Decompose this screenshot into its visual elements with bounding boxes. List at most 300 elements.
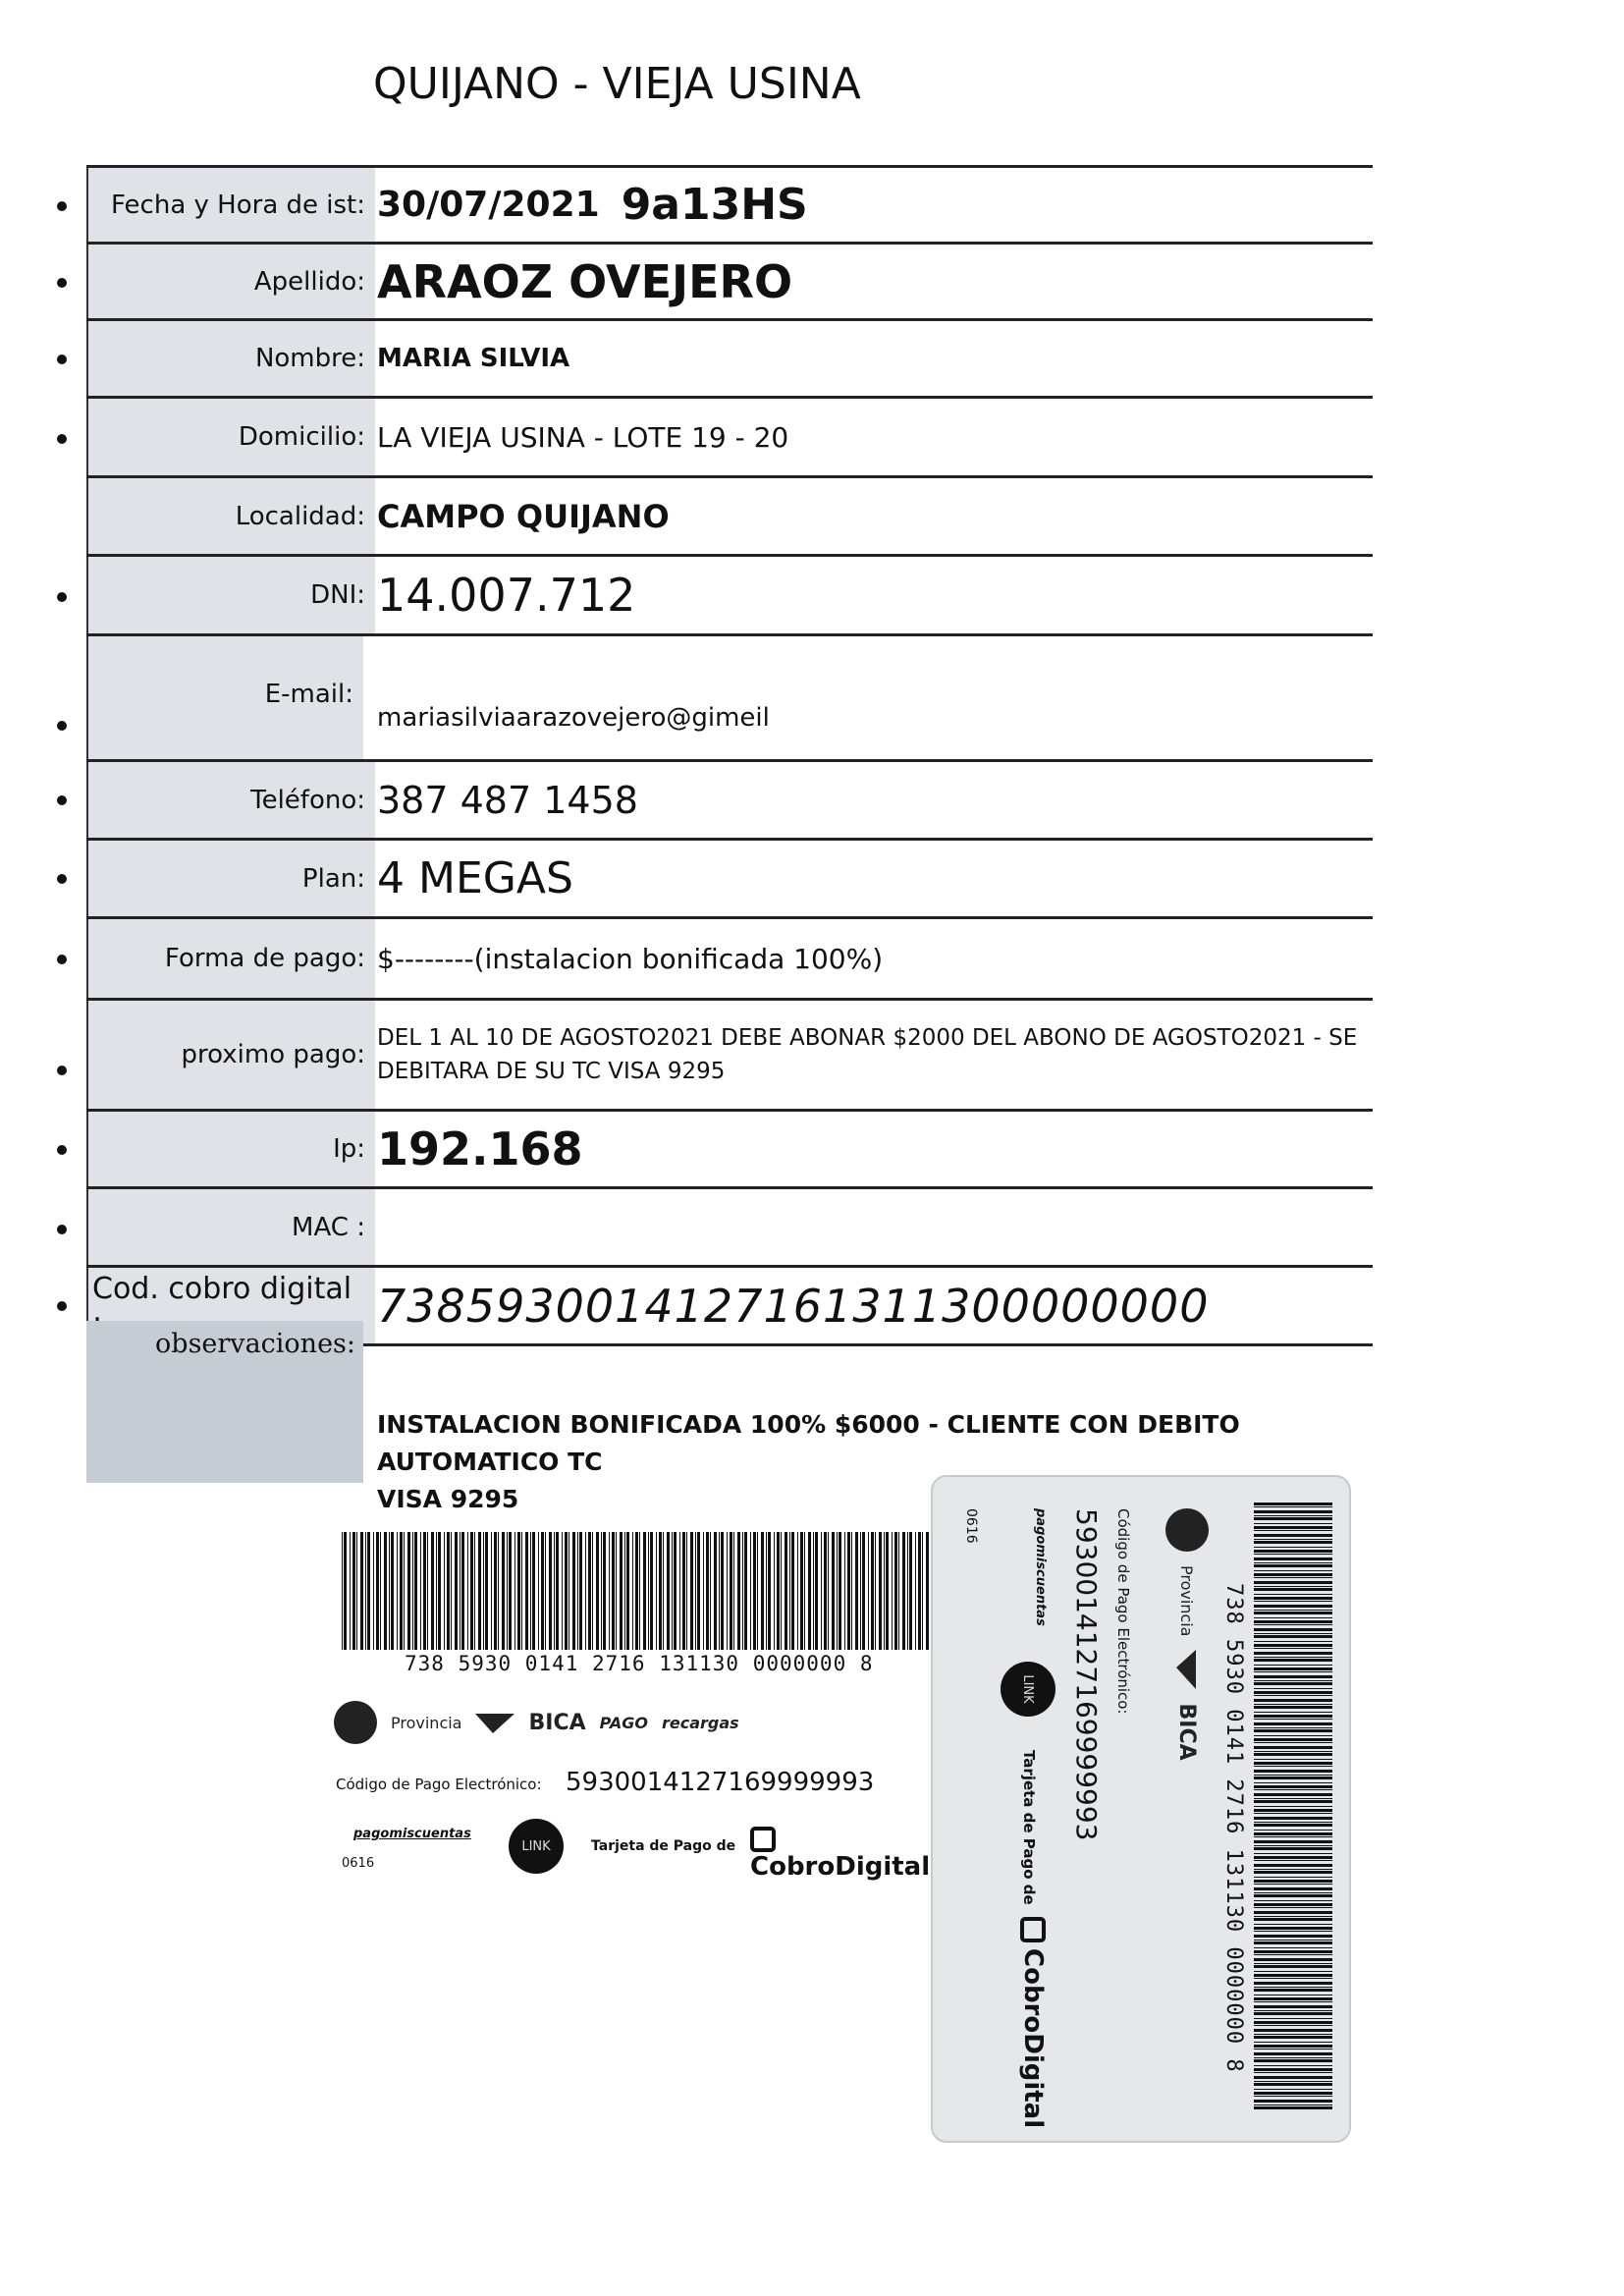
barcode-bar <box>902 1532 905 1650</box>
barcode-bar <box>721 1532 724 1650</box>
label-email: E-mail: <box>86 636 363 759</box>
barcode-bar <box>404 1532 405 1650</box>
barcode-bar <box>727 1532 728 1650</box>
barcode-bar <box>1254 1706 1332 1709</box>
observaciones-line1: INSTALACION BONIFICADA 100% $6000 - CLIENTE CON DEBITO AUTOMATICO TC <box>377 1410 1240 1476</box>
barcode-bar <box>389 1532 390 1650</box>
barcode-bar <box>667 1532 670 1650</box>
barcode-bar <box>791 1532 794 1650</box>
barcode-bar <box>690 1532 693 1650</box>
value-plan: 4 MEGAS <box>377 853 573 903</box>
barcode-bar <box>1254 1530 1332 1531</box>
barcode-bar <box>626 1532 629 1650</box>
barcode-bar <box>1254 1648 1332 1649</box>
barcode-bar <box>1254 2018 1332 2019</box>
registration-form <box>86 165 1373 1346</box>
barcode-bar <box>545 1532 546 1650</box>
barcode-bar <box>697 1532 700 1650</box>
barcode-bar <box>1254 1605 1332 1608</box>
barcode-bar <box>1254 1610 1332 1611</box>
barcode-bar <box>1254 1832 1332 1835</box>
barcode-bar <box>886 1532 889 1650</box>
barcode-bar <box>509 1532 512 1650</box>
arrow-logo-icon <box>475 1712 514 1733</box>
bullet-icon <box>57 955 67 964</box>
row-ip <box>86 1109 1373 1186</box>
barcode-bar <box>517 1532 520 1650</box>
barcode-bar <box>1254 1806 1332 1807</box>
barcode-bar <box>860 1532 861 1650</box>
barcode-bar <box>1254 1916 1332 1917</box>
barcode-bar <box>1254 1884 1332 1885</box>
barcode-bar <box>682 1532 685 1650</box>
barcode-bar <box>1254 1682 1332 1685</box>
barcode-bar <box>1254 1612 1332 1614</box>
barcode-bar <box>572 1532 575 1650</box>
card-codigo-label: Código de Pago Electrónico: <box>1114 1508 1132 1715</box>
barcode-bar <box>620 1532 623 1650</box>
barcode-bar <box>612 1532 615 1650</box>
value-localidad: CAMPO QUIJANO <box>377 497 670 535</box>
barcode-bar <box>1254 1785 1332 1788</box>
barcode-bar <box>579 1532 582 1650</box>
barcode-bar <box>1254 1817 1332 1820</box>
label-plan: Plan: <box>86 841 375 916</box>
barcode-bar <box>922 1532 923 1650</box>
card-codigo-value: 5930014127169999993 <box>1070 1508 1103 1841</box>
barcode-bar <box>423 1532 426 1650</box>
barcode-bar <box>862 1532 865 1650</box>
barcode-bar <box>521 1532 522 1650</box>
barcode-bar <box>828 1532 829 1650</box>
barcode-bar <box>554 1532 555 1650</box>
payment-coupon <box>334 1532 943 1886</box>
row-forma-pago <box>86 916 1373 998</box>
value-fecha <box>377 168 1373 242</box>
barcode-bar <box>384 1532 387 1650</box>
barcode-bar <box>376 1532 379 1650</box>
barcode-bar <box>1254 1506 1332 1507</box>
barcode-bar <box>1254 1641 1332 1642</box>
barcode-bar <box>1254 2100 1332 2103</box>
row-localidad <box>86 475 1373 554</box>
barcode-bar <box>483 1532 484 1650</box>
barcode-bar <box>447 1532 450 1650</box>
bullet-icon <box>57 721 67 731</box>
barcode-bar <box>907 1532 908 1650</box>
barcode-bar <box>789 1532 790 1650</box>
barcode-bar <box>1254 2025 1332 2026</box>
value-dni: 14.007.712 <box>377 569 636 622</box>
barcode-bar <box>892 1532 893 1650</box>
barcode-bar <box>1254 1813 1332 1814</box>
barcode-bar <box>1254 1722 1332 1725</box>
barcode-bar <box>397 1532 398 1650</box>
barcode-bar <box>498 1532 499 1650</box>
barcode-bar <box>1254 1762 1332 1765</box>
barcode-bar <box>1254 2083 1332 2086</box>
barcode-bar <box>577 1532 578 1650</box>
barcode-bar <box>1254 1845 1332 1846</box>
barcode-bar <box>733 1532 734 1650</box>
barcode-bar <box>1254 1840 1332 1843</box>
barcode-bar <box>532 1532 535 1650</box>
barcode-bar <box>356 1532 357 1650</box>
barcode-bar <box>1254 1735 1332 1736</box>
card-cobrodigital-icon <box>1020 1917 1046 1942</box>
barcode-bar <box>1254 1809 1332 1812</box>
bica-logo-text: BICA <box>528 1710 586 1735</box>
card-serial: 0616 <box>963 1508 979 1544</box>
barcode-bar <box>1254 1877 1332 1878</box>
card-provincia-logo-text: Provincia <box>1177 1565 1197 1637</box>
barcode-bar <box>1254 1727 1332 1728</box>
row-domicilio <box>86 396 1373 475</box>
barcode-bar <box>1254 2005 1332 2008</box>
barcode-bar <box>1254 1617 1332 1618</box>
barcode-bar <box>1254 2001 1332 2002</box>
barcode-bar <box>1254 2045 1332 2048</box>
barcode-bar <box>474 1532 475 1650</box>
barcode-bar <box>1254 1800 1332 1803</box>
barcode-bar <box>1254 1927 1332 1930</box>
barcode-bar <box>777 1532 780 1650</box>
barcode-bar <box>380 1532 381 1650</box>
barcode-bar <box>1254 1793 1332 1796</box>
proximo-pago-line1: DEL 1 AL 10 DE AGOSTO2021 DEBE ABONAR $2000 DEL ABONO DE AGOSTO2021 - SE <box>377 1025 1358 1051</box>
barcode-bar <box>1254 2057 1332 2058</box>
barcode-bar <box>1254 1836 1332 1837</box>
barcode-bar <box>1254 1510 1332 1513</box>
barcode-bar <box>926 1532 929 1650</box>
barcode-bar <box>656 1532 657 1650</box>
barcode-bar <box>847 1532 850 1650</box>
row-email <box>86 633 1373 759</box>
barcode-bar <box>1254 1782 1332 1783</box>
barcode-bar <box>871 1532 874 1650</box>
barcode-bar <box>1254 1935 1332 1938</box>
barcode-bar <box>592 1532 593 1650</box>
provincia-logo-text: Provincia <box>391 1713 462 1732</box>
label-localidad: Localidad: <box>86 478 375 554</box>
barcode-bar <box>686 1532 687 1650</box>
barcode-bar <box>1254 1738 1332 1741</box>
barcode-bar <box>648 1532 649 1650</box>
barcode-bar <box>568 1532 569 1650</box>
page-title: QUIJANO - VIEJA USINA <box>373 59 861 109</box>
payment-card <box>931 1475 1351 2143</box>
bullet-icon <box>57 1066 67 1075</box>
barcode-bar <box>1254 1894 1332 1897</box>
barcode-bar <box>815 1532 818 1650</box>
label-dni: DNI: <box>86 557 375 633</box>
barcode-bar <box>1254 1699 1332 1702</box>
barcode-bar <box>1254 1856 1332 1859</box>
row-mac <box>86 1186 1373 1265</box>
barcode-bar <box>1254 1719 1332 1720</box>
barcode-bar <box>525 1532 528 1650</box>
barcode-bar <box>1254 1759 1332 1760</box>
barcode-bar <box>851 1532 852 1650</box>
barcode-bar <box>1254 1931 1332 1932</box>
barcode-bar <box>1254 1635 1332 1638</box>
value-email: mariasilviaarazovejero@gimeil <box>377 702 770 733</box>
barcode-bar <box>714 1532 717 1650</box>
row-apellido <box>86 242 1373 318</box>
card-bica-logo-text: BICA <box>1174 1703 1200 1761</box>
bullet-icon <box>57 592 67 602</box>
barcode-bar <box>1254 1974 1332 1977</box>
barcode-bar <box>420 1532 421 1650</box>
bullet-icon <box>57 874 67 884</box>
link-logo-icon: LINK <box>509 1819 564 1874</box>
barcode-bar <box>679 1532 680 1650</box>
barcode-bar <box>1254 1680 1332 1681</box>
barcode-bar <box>813 1532 814 1650</box>
barcode-bar <box>342 1532 343 1650</box>
barcode-bar <box>1254 1573 1332 1576</box>
barcode-bar <box>601 1532 602 1650</box>
coupon-codigo-label: Código de Pago Electrónico: <box>336 1776 542 1793</box>
barcode-bar <box>1254 2076 1332 2079</box>
barcode-bar <box>438 1532 441 1650</box>
barcode-bar <box>1254 1715 1332 1718</box>
barcode-bar <box>674 1532 677 1650</box>
value-mac <box>377 1189 1373 1265</box>
barcode-bar <box>1254 2059 1332 2062</box>
barcode-bar <box>1254 1704 1332 1705</box>
barcode-bar <box>1254 1789 1332 1790</box>
barcode-bar <box>918 1532 921 1650</box>
barcode-bar <box>1254 2021 1332 2024</box>
barcode-bar <box>470 1532 473 1650</box>
coupon-tarjeta-label: Tarjeta de Pago de <box>591 1838 736 1854</box>
barcode-bar <box>485 1532 488 1650</box>
barcode-bar <box>507 1532 508 1650</box>
barcode-bar <box>491 1532 492 1650</box>
barcode-bar <box>1254 1777 1332 1779</box>
barcode-bar <box>1254 1620 1332 1623</box>
barcode-bar <box>730 1532 732 1650</box>
barcode-bar <box>650 1532 653 1650</box>
barcode-bar <box>1254 1729 1332 1732</box>
recargas-logo-text: recargas <box>662 1713 739 1732</box>
barcode-bar <box>879 1532 882 1650</box>
barcode-bar <box>1254 1775 1332 1776</box>
barcode-bar <box>1254 2092 1332 2095</box>
barcode-bar <box>1254 1947 1332 1948</box>
barcode-bar <box>1254 1541 1332 1544</box>
barcode-bar <box>1254 1695 1332 1696</box>
barcode-bar <box>1254 1864 1332 1867</box>
payment-card-content <box>940 1485 1342 2133</box>
observaciones-label-text: observaciones: <box>155 1329 355 1359</box>
barcode-bar <box>1254 1822 1332 1823</box>
barcode-bar <box>1254 1517 1332 1520</box>
barcode-bar <box>804 1532 805 1650</box>
barcode-bar <box>478 1532 481 1650</box>
barcode-bar <box>1254 1652 1332 1655</box>
barcode-bar <box>455 1532 458 1650</box>
barcode-bar <box>467 1532 468 1650</box>
barcode-bar <box>884 1532 885 1650</box>
proximo-pago-line2: DEBITARA DE SU TC VISA 9295 <box>377 1059 726 1084</box>
barcode-bar <box>1254 1624 1332 1625</box>
barcode-bar <box>639 1532 640 1650</box>
barcode-bar <box>663 1532 664 1650</box>
barcode-bar <box>1254 1547 1332 1548</box>
observaciones-line2: VISA 9295 <box>377 1485 519 1513</box>
barcode-bar <box>1254 1860 1332 1861</box>
barcode-bar <box>844 1532 845 1650</box>
barcode-bar <box>1254 2049 1332 2050</box>
barcode-bar <box>367 1532 370 1650</box>
barcode-bar <box>596 1532 599 1650</box>
barcode-bar <box>781 1532 782 1650</box>
label-cod-cobro: Cod. cobro digital <box>86 1268 375 1343</box>
barcode-bar <box>407 1532 410 1650</box>
barcode-bar <box>1254 1570 1332 1571</box>
barcode-bar <box>1254 2068 1332 2071</box>
barcode-bar <box>1254 1963 1332 1964</box>
coupon-serial: 0616 <box>342 1856 375 1871</box>
barcode-bar <box>1254 2065 1332 2066</box>
barcode-bar <box>659 1532 662 1650</box>
barcode-bar <box>1254 1954 1332 1955</box>
barcode-bar <box>1254 1965 1332 1968</box>
barcode-bar <box>565 1532 568 1650</box>
barcode-bar <box>1254 1871 1332 1874</box>
barcode-bar <box>1254 2072 1332 2073</box>
barcode-bar <box>461 1532 464 1650</box>
barcode-bar <box>1254 1597 1332 1600</box>
barcode-bar <box>609 1532 610 1650</box>
barcode-bar <box>761 1532 764 1650</box>
barcode-bar <box>643 1532 646 1650</box>
barcode-bar <box>1254 2042 1332 2043</box>
barcode-bar <box>1254 1989 1332 1992</box>
barcode-bar <box>444 1532 445 1650</box>
barcode-bar <box>1254 1982 1332 1985</box>
barcode-bar <box>909 1532 912 1650</box>
barcode-bar <box>588 1532 591 1650</box>
barcode-bar <box>1254 1588 1332 1591</box>
barcode-bar <box>1254 1742 1332 1743</box>
barcode-bar <box>1254 1751 1332 1752</box>
barcode-bar <box>875 1532 876 1650</box>
barcode-bar <box>774 1532 775 1650</box>
barcode-bar <box>1254 1958 1332 1961</box>
barcode-bar <box>603 1532 606 1650</box>
barcode-bar <box>1254 1665 1332 1666</box>
barcode-bar <box>1254 1903 1332 1906</box>
barcode-bar <box>1254 2034 1332 2035</box>
row-telefono <box>86 759 1373 838</box>
barcode-bar <box>616 1532 617 1650</box>
barcode-bar <box>1254 1911 1332 1914</box>
rapipago-logo-icon <box>334 1701 377 1744</box>
barcode-bar <box>855 1532 858 1650</box>
barcode-bar <box>737 1532 740 1650</box>
barcode-bar <box>350 1532 351 1650</box>
barcode-bar <box>414 1532 417 1650</box>
barcode-bar <box>821 1532 822 1650</box>
barcode-bar <box>1254 1770 1332 1773</box>
barcode-bar <box>797 1532 798 1650</box>
barcode-bar <box>1254 1586 1332 1587</box>
barcode-bar <box>1254 1941 1332 1944</box>
row-fecha <box>86 165 1373 242</box>
barcode-bar <box>1254 1503 1332 1505</box>
barcode-bar <box>1254 1950 1332 1953</box>
barcode-bar <box>624 1532 625 1650</box>
barcode-bar <box>344 1532 347 1650</box>
value-cod-cobro: 7385930014127161311300000000 <box>377 1279 1210 1333</box>
card-logos <box>1165 1508 1209 1761</box>
barcode-bar <box>785 1532 787 1650</box>
coupon-logos <box>334 1701 943 1744</box>
value-date: 30/07/2021 <box>377 185 600 225</box>
barcode-bar <box>750 1532 751 1650</box>
value-time: 9a13HS <box>621 180 808 230</box>
barcode-bar <box>1254 1869 1332 1870</box>
barcode-icon <box>342 1532 931 1650</box>
barcode-bar <box>915 1532 916 1650</box>
value-domicilio: LA VIEJA USINA - LOTE 19 - 20 <box>377 420 789 454</box>
barcode-bar <box>1254 1997 1332 2000</box>
barcode-bar <box>373 1532 374 1650</box>
label-ip: Ip: <box>86 1112 375 1186</box>
value-nombre: MARIA SILVIA <box>377 344 570 373</box>
barcode-bar <box>808 1532 811 1650</box>
barcode-bar <box>1254 1688 1332 1689</box>
label-telefono: Teléfono: <box>86 762 375 838</box>
barcode-bar <box>1254 1657 1332 1658</box>
barcode-bar <box>1254 1671 1332 1672</box>
barcode-bar <box>1254 1847 1332 1850</box>
barcode-bar <box>868 1532 869 1650</box>
barcode-bar <box>824 1532 827 1650</box>
barcode-bar <box>549 1532 552 1650</box>
label-domicilio: Domicilio: <box>86 399 375 475</box>
barcode-bar <box>703 1532 704 1650</box>
barcode-bar <box>710 1532 711 1650</box>
card-barcode-number: 738 5930 0141 2716 131130 0000000 8 <box>1221 1583 1246 2073</box>
barcode-bar <box>635 1532 638 1650</box>
barcode-bar <box>1254 1564 1332 1567</box>
barcode-bar <box>1254 1659 1332 1662</box>
barcode-bar <box>1254 1526 1332 1529</box>
barcode-bar <box>1254 1534 1332 1537</box>
barcode-bar <box>1254 1558 1332 1560</box>
barcode-bar <box>1254 1577 1332 1578</box>
bullet-icon <box>57 1301 67 1311</box>
barcode-bar <box>1254 1554 1332 1555</box>
barcode-bar <box>1254 1978 1332 1979</box>
barcode-bar <box>1254 1712 1332 1713</box>
label-fecha: Fecha y Hora de ist: <box>86 168 375 242</box>
barcode-bar <box>1254 1523 1332 1524</box>
card-barcode-icon <box>1254 1503 1332 2111</box>
barcode-bar <box>742 1532 743 1650</box>
label-nombre: Nombre: <box>86 321 375 396</box>
barcode-bar <box>1254 1753 1332 1756</box>
row-proximo-pago <box>86 998 1373 1109</box>
barcode-bar <box>1254 1766 1332 1767</box>
barcode-bar <box>1254 1924 1332 1925</box>
barcode-bar <box>502 1532 505 1650</box>
barcode-bar <box>451 1532 452 1650</box>
